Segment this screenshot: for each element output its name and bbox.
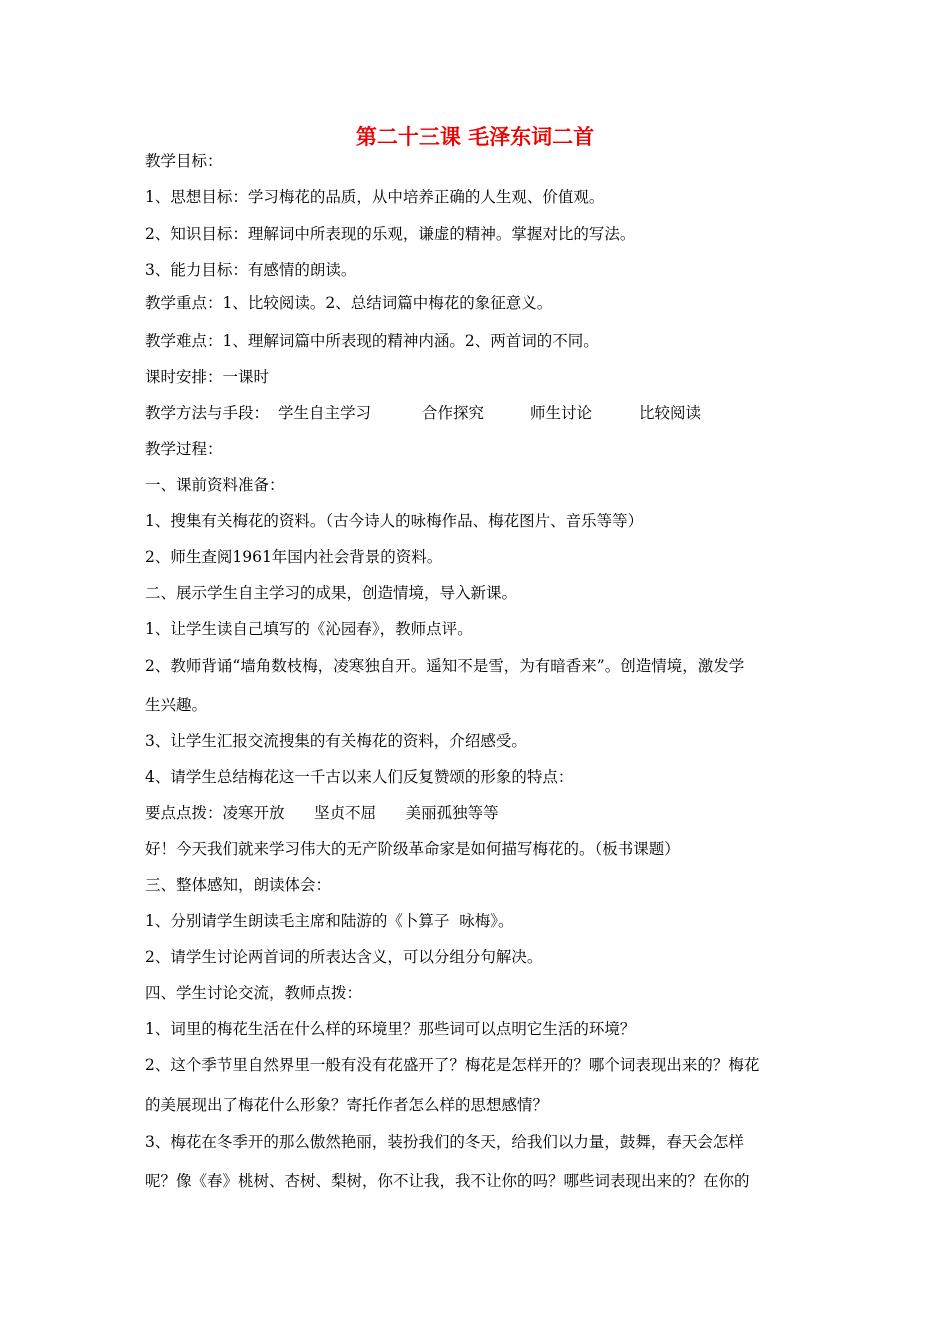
text-line: 1、搜集有关梅花的资料。（古今诗人的咏梅作品、梅花图片、音乐等等） <box>145 512 644 530</box>
text-line: 课时安排：一课时 <box>145 368 270 386</box>
text-line: 二、展示学生自主学习的成果，创造情境，导入新课。 <box>145 584 518 602</box>
text-line: 2、请学生讨论两首词的所表达含义，可以分组分句解决。 <box>145 948 543 966</box>
text-line: 教学难点：1、理解词篇中所表现的精神内涵。2、两首词的不同。 <box>145 332 599 350</box>
text-line: 一、课前资料准备： <box>145 476 285 494</box>
text-line: 四、学生讨论交流，教师点拨： <box>145 984 363 1002</box>
text-line: 1、分别请学生朗读毛主席和陆游的《卜算子 咏梅》。 <box>145 912 514 930</box>
page-title: 第二十三课 毛泽东词二首 <box>355 125 595 149</box>
text-line: 1、让学生读自己填写的《沁园春》，教师点评。 <box>145 620 473 638</box>
text-line: 3、让学生汇报交流搜集的有关梅花的资料，介绍感受。 <box>145 732 527 750</box>
methods-label: 教学方法与手段： <box>145 404 270 422</box>
text-line: 1、思想目标：学习梅花的品质，从中培养正确的人生观、价值观。 <box>145 188 605 206</box>
text-line: 生兴趣。 <box>145 696 208 714</box>
text-line: 三、整体感知，朗读体会： <box>145 876 332 894</box>
text-line: 2、师生查阅1961年国内社会背景的资料。 <box>145 548 443 566</box>
method-item: 比较阅读 <box>639 404 702 422</box>
text-line: 3、能力目标：有感情的朗读。 <box>145 261 357 279</box>
text-line: 4、请学生总结梅花这一千古以来人们反复赞颂的形象的特点： <box>145 768 574 786</box>
text-line: 要点点拨：凌寒开放 坚贞不屈 美丽孤独等等 <box>145 804 499 822</box>
text-line: 1、词里的梅花生活在什么样的环境里？那些词可以点明它生活的环境？ <box>145 1020 636 1038</box>
text-line: 2、知识目标：理解词中所表现的乐观，谦虚的精神。掌握对比的写法。 <box>145 225 636 243</box>
text-line: 教学重点：1、比较阅读。2、总结词篇中梅花的象征意义。 <box>145 294 553 312</box>
text-line: 2、教师背诵“墙角数枝梅，凌寒独自开。遥知不是雪，为有暗香来”。创造情境，激发学 <box>145 657 745 675</box>
text-line: 呢？像《春》桃树、杏树、梨树，你不让我，我不让你的吗？哪些词表现出来的？在你的 <box>145 1172 750 1190</box>
section-heading-process: 教学过程： <box>145 440 223 458</box>
section-heading-objectives: 教学目标： <box>145 152 223 170</box>
text-line: 2、这个季节里自然界里一般有没有花盛开了？梅花是怎样开的？哪个词表现出来的？梅花 <box>145 1056 760 1074</box>
method-item: 师生讨论 <box>530 404 593 422</box>
method-item: 学生自主学习 <box>278 404 372 422</box>
text-line: 好！今天我们就来学习伟大的无产阶级革命家是如何描写梅花的。（板书课题） <box>145 840 680 858</box>
text-line: 的美展现出了梅花什么形象？寄托作者怎么样的思想感情？ <box>145 1096 549 1114</box>
method-item: 合作探究 <box>422 404 485 422</box>
text-line: 3、梅花在冬季开的那么傲然艳丽，装扮我们的冬天，给我们以力量，鼓舞，春天会怎样 <box>145 1133 744 1151</box>
